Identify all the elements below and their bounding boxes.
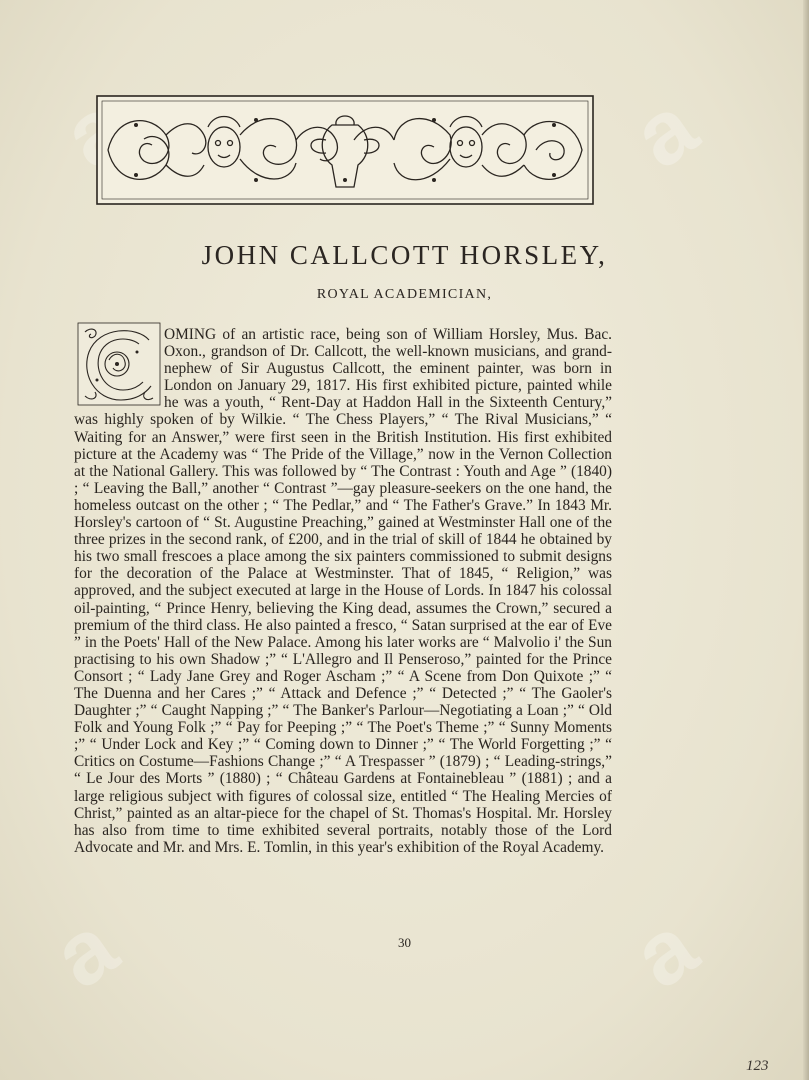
- ornamental-banner: [96, 95, 594, 205]
- page-number: 30: [398, 935, 411, 950]
- watermark: a: [615, 894, 718, 1008]
- drop-cap-space: [74, 326, 164, 411]
- folio-mark: 123: [746, 1058, 769, 1074]
- body-paragraph: OMING of an artistic race, being son of William Horsley, Mus. Bac. Oxon., grandson of Dr. Callcott, the well-known musicians, and grand-nephew of Sir Augustus Callcott, the eminent painter, was born in London on January 29, 1817. His first exhibited picture, painted while he was a youth, “ Rent-Day at Haddon Hall in the Sixteenth Century,” was highly spoken of by Wilkie. “ The Chess Players,” “ The Rival Musicians,” “ Waiting for an Answer,” were first seen in the British Institution. His first exhibited picture at the Academy was “ The Pride of the Village,” now in the Vernon Collection at the National Gallery. This was followed by “ The Contrast : Youth and Age ” (1840) ; “ Leaving the Ball,” another “ Contrast ”—gay pleasure-seekers on the one hand, the homeless outcast on the other ; “ The Pedlar,” and “ The Father's Grave.” In 1843 Mr. Horsley's cartoon of “ St. Augustine Preaching,” gained at Westminster Hall one of the three prizes in the second rank, of £200, and in the trial of skill of 1844 he obtained by his two small frescoes a place among the six painters commissioned to submit designs for the decoration of the Palace at Westminster. That of 1845, “ Religion,” was approved, and the subject executed at large in the House of Lords. In 1847 his colossal oil-painting, “ Prince Henry, believing the King dead, assumes the Crown,” secured a premium of the third class. He also painted a fresco, “ Satan surprised at the ear of Eve ” in the Poets' Hall of the New Palace. Among his later works are “ Malvolio i' the Sun practising to his own Shadow ;” “ L'Allegro and Il Penseroso,” painted for the Prince Consort ; “ Lady Jane Grey and Roger Ascham ;” “ A Scene from Don Quixote ;” “ The Duenna and her Cares ;” “ Attack and Defence ;” “ Detected ;” “ The Gaoler's Daughter ;” “ Caught Napping ;” “ The Banker's Parlour—Negotiating a Loan ;” “ Old Folk and Young Folk ;” “ Pay for Peeping ;” “ The Poet's Theme ;” “ Sunny Moments ;” “ Under Lock and Key ;” “ Coming down to Dinner ;” “ The World Forgetting ;” “ Critics on Costume—Fashions Change ;” “ A Trespasser ” (1879) ; “ Leading-strings,” “ Le Jour des Morts ” (1880) ; “ Château Gardens at Fontainebleau ” (1881) ; and a large religious subject with figures of colossal size, entitled “ The Healing Mercies of Christ,” painted as an altar-piece for the chapel of St. Thomas's Hospital. Mr. Horsley has also from time to time exhibited several portraits, notably those of the Lord Advocate and Mr. and Mrs. E. Tomlin, in this year's exhibition of the Royal Academy.: [74, 326, 612, 856]
- body-text: [74, 326, 612, 856]
- watermark: a: [615, 74, 718, 188]
- page-subtitle: ROYAL ACADEMICIAN,: [316, 287, 493, 302]
- page-edge: [803, 0, 809, 1080]
- page-title: JOHN CALLCOTT HORSLEY,: [201, 240, 608, 270]
- watermark: a: [35, 894, 138, 1008]
